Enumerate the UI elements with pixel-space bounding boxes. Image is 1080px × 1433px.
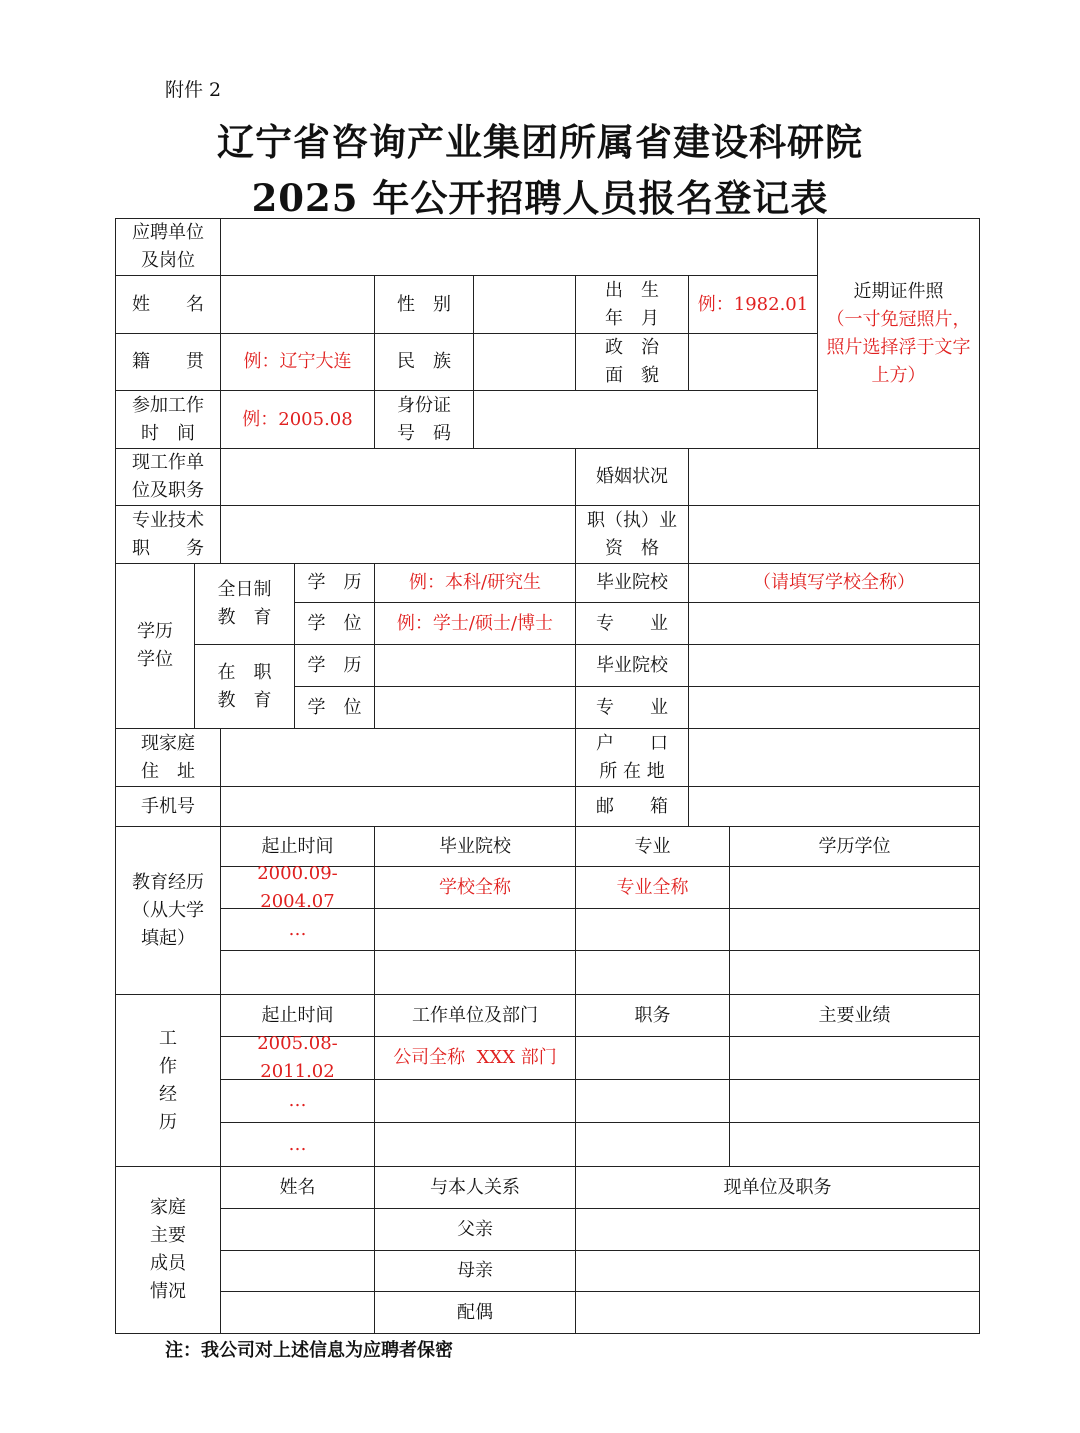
current-job-label xyxy=(115,448,221,506)
work-row-2-achievements[interactable] xyxy=(729,1079,980,1123)
work-row-2-period[interactable]: … xyxy=(220,1079,375,1123)
work-row-3-position[interactable] xyxy=(575,1122,730,1167)
fulltime-school-label: 毕业院校 xyxy=(575,563,689,603)
parttime-edu-label xyxy=(194,644,295,729)
edu-row-3-major[interactable] xyxy=(575,950,730,995)
edu-row-3-school[interactable] xyxy=(374,950,576,995)
photo-box[interactable] xyxy=(817,218,980,449)
phone-field[interactable] xyxy=(220,786,576,827)
edu-row-1-period[interactable]: 2000.09-2004.07 xyxy=(220,866,375,909)
marital-label: 婚姻状况 xyxy=(575,448,689,506)
parttime-edu-label-line2: 教 育 xyxy=(217,689,272,711)
birth-label-line1: 出 生 xyxy=(605,279,659,301)
work-row-2-employer[interactable] xyxy=(374,1079,576,1123)
edu-header-period: 起止时间 xyxy=(220,826,375,867)
parttime-school-field[interactable] xyxy=(688,644,980,687)
birth-field[interactable]: 例：1982.01 xyxy=(688,275,818,334)
work-header-period: 起止时间 xyxy=(220,994,375,1037)
edu-row-1-school[interactable]: 学校全称 xyxy=(374,866,576,909)
unit-label-line1: 应聘单位 xyxy=(132,222,204,243)
qualification-label-line2: 资 格 xyxy=(605,537,659,559)
work-start-label-line2: 时 间 xyxy=(141,422,195,444)
edu-header-degree: 学历学位 xyxy=(729,826,980,867)
work-row-1-employer[interactable]: 公司全称 XXX 部门 xyxy=(374,1036,576,1080)
work-history-label-char3: 经 xyxy=(159,1083,177,1105)
id-label-line1: 身份证 xyxy=(397,394,451,416)
family-row-father-relation: 父亲 xyxy=(374,1208,576,1251)
tech-title-field[interactable] xyxy=(220,505,576,564)
edu-row-3-period[interactable] xyxy=(220,950,375,995)
education-history-label-line3: 填起） xyxy=(141,927,195,949)
work-start-field[interactable]: 例：2005.08 xyxy=(220,390,375,449)
political-field[interactable] xyxy=(688,333,818,391)
fulltime-degree-level-label: 学 历 xyxy=(294,563,375,603)
hukou-label xyxy=(575,728,689,787)
phone-label: 手机号 xyxy=(115,786,221,827)
qualification-label-line1: 职（执）业 xyxy=(587,509,677,531)
parttime-degree-label: 学 位 xyxy=(294,686,375,729)
family-row-spouse-name[interactable] xyxy=(220,1291,375,1334)
education-history-label xyxy=(115,826,221,995)
political-label-line1: 政 治 xyxy=(605,337,659,358)
family-header-name: 姓名 xyxy=(220,1166,375,1209)
fulltime-edu-label-line2: 教 育 xyxy=(217,607,272,628)
fulltime-major-label: 专 业 xyxy=(575,602,689,645)
birth-label xyxy=(575,275,689,334)
work-row-3-achievements[interactable] xyxy=(729,1122,980,1167)
id-label-line2: 号 码 xyxy=(397,422,451,444)
name-label: 姓 名 xyxy=(115,275,221,334)
fulltime-edu-label-line1: 全日制 xyxy=(217,579,272,600)
photo-label: 近期证件照 xyxy=(853,280,944,302)
family-row-mother-employer[interactable] xyxy=(575,1250,980,1292)
qualification-label xyxy=(575,505,689,564)
work-history-label-char4: 历 xyxy=(159,1111,177,1133)
edu-header-major: 专业 xyxy=(575,826,730,867)
parttime-degree-field[interactable] xyxy=(374,686,576,729)
fulltime-degree-level-field[interactable]: 例：本科/研究生 xyxy=(374,563,576,603)
tech-title-label xyxy=(115,505,221,564)
edu-degree-label-line1: 学历 xyxy=(137,621,173,642)
fulltime-degree-label: 学 位 xyxy=(294,602,375,645)
address-field[interactable] xyxy=(220,728,576,787)
work-header-achievements: 主要业绩 xyxy=(729,994,980,1037)
id-label xyxy=(374,390,474,449)
parttime-edu-label-line1: 在 职 xyxy=(217,661,272,683)
edu-degree-label-line2: 学位 xyxy=(137,649,173,670)
family-label xyxy=(115,1166,221,1334)
work-history-label-char1: 工 xyxy=(159,1027,177,1049)
edu-row-2-major[interactable] xyxy=(575,908,730,951)
work-history-label-char2: 作 xyxy=(159,1055,177,1077)
work-row-1-position[interactable] xyxy=(575,1036,730,1080)
edu-row-2-degree[interactable] xyxy=(729,908,980,951)
hukou-field[interactable] xyxy=(688,728,980,787)
fulltime-school-field[interactable]: （请填写学校全称） xyxy=(688,563,980,603)
email-field[interactable] xyxy=(688,786,980,827)
work-row-2-position[interactable] xyxy=(575,1079,730,1123)
family-header-relation: 与本人关系 xyxy=(374,1166,576,1209)
hukou-label-line1: 户 口 xyxy=(596,732,668,754)
work-row-3-employer[interactable] xyxy=(374,1122,576,1167)
fulltime-degree-field[interactable]: 例：学士/硕士/博士 xyxy=(374,602,576,645)
attachment-label: 附件 2 xyxy=(165,79,222,101)
email-label: 邮 箱 xyxy=(575,786,689,827)
address-label xyxy=(115,728,221,787)
ethnic-field[interactable] xyxy=(473,333,576,391)
edu-row-3-degree[interactable] xyxy=(729,950,980,995)
qualification-field[interactable] xyxy=(688,505,980,564)
privacy-note: 注：我公司对上述信息为应聘者保密 xyxy=(165,1340,453,1361)
family-header-employer: 现单位及职务 xyxy=(575,1166,980,1209)
family-row-spouse-employer[interactable] xyxy=(575,1291,980,1334)
edu-degree-label xyxy=(115,563,195,729)
tech-title-label-line2: 职 务 xyxy=(132,537,204,559)
current-job-label-line2: 位及职务 xyxy=(132,480,204,501)
political-label-line2: 面 貌 xyxy=(605,365,659,386)
birth-label-line2: 年 月 xyxy=(605,307,659,329)
unit-field[interactable] xyxy=(220,218,818,276)
current-job-label-line1: 现工作单 xyxy=(132,452,204,473)
parttime-degree-level-field[interactable] xyxy=(374,644,576,687)
parttime-major-label: 专 业 xyxy=(575,686,689,729)
edu-row-1-major[interactable]: 专业全称 xyxy=(575,866,730,909)
parttime-degree-level-label: 学 历 xyxy=(294,644,375,687)
tech-title-label-line1: 专业技术 xyxy=(132,509,204,531)
form-title-line-2: 2025 年公开招聘人员报名登记表 xyxy=(251,176,829,220)
work-row-1-achievements[interactable] xyxy=(729,1036,980,1080)
family-row-mother-relation: 母亲 xyxy=(374,1250,576,1292)
work-header-position: 职务 xyxy=(575,994,730,1037)
family-label-line2: 主要 xyxy=(150,1225,186,1246)
native-field[interactable]: 例：辽宁大连 xyxy=(220,333,375,391)
work-start-label-line1: 参加工作 xyxy=(132,394,204,416)
family-label-line3: 成员 xyxy=(150,1253,186,1274)
family-row-spouse-relation: 配偶 xyxy=(374,1291,576,1334)
parttime-school-label: 毕业院校 xyxy=(575,644,689,687)
parttime-major-field[interactable] xyxy=(688,686,980,729)
address-label-line2: 住 址 xyxy=(141,760,195,782)
id-field[interactable] xyxy=(473,390,818,449)
political-label xyxy=(575,333,689,391)
ethnic-label: 民 族 xyxy=(374,333,474,391)
education-history-label-line2: （从大学 xyxy=(132,899,204,921)
fulltime-major-field[interactable] xyxy=(688,602,980,645)
family-label-line1: 家庭 xyxy=(150,1197,186,1218)
fulltime-edu-label xyxy=(194,563,295,645)
marital-field[interactable] xyxy=(688,448,980,506)
current-job-field[interactable] xyxy=(220,448,576,506)
work-row-1-period[interactable]: 2005.08-2011.02 xyxy=(220,1036,375,1080)
edu-header-school: 毕业院校 xyxy=(374,826,576,867)
work-row-3-period[interactable]: … xyxy=(220,1122,375,1167)
work-history-label xyxy=(115,994,221,1167)
hukou-label-line2: 所 在 地 xyxy=(599,760,665,782)
family-row-mother-name[interactable] xyxy=(220,1250,375,1292)
address-label-line1: 现家庭 xyxy=(141,732,195,754)
edu-row-2-period[interactable]: … xyxy=(220,908,375,951)
unit-label-line2: 及岗位 xyxy=(141,250,195,271)
unit-label xyxy=(115,218,221,276)
gender-field[interactable] xyxy=(473,275,576,334)
work-header-employer: 工作单位及部门 xyxy=(374,994,576,1037)
gender-label: 性 别 xyxy=(374,275,474,334)
work-start-label xyxy=(115,390,221,449)
photo-hint: （一寸免冠照片，照片选择浮于文字上方） xyxy=(826,308,971,386)
edu-row-2-school[interactable] xyxy=(374,908,576,951)
family-label-line4: 情况 xyxy=(150,1281,186,1302)
family-row-father-employer[interactable] xyxy=(575,1208,980,1251)
name-field[interactable] xyxy=(220,275,375,334)
form-title-line-1: 辽宁省咨询产业集团所属省建设科研院 xyxy=(217,120,863,164)
family-row-father-name[interactable] xyxy=(220,1208,375,1251)
native-label: 籍 贯 xyxy=(115,333,221,391)
education-history-label-line1: 教育经历 xyxy=(132,871,204,893)
edu-row-1-degree[interactable] xyxy=(729,866,980,909)
